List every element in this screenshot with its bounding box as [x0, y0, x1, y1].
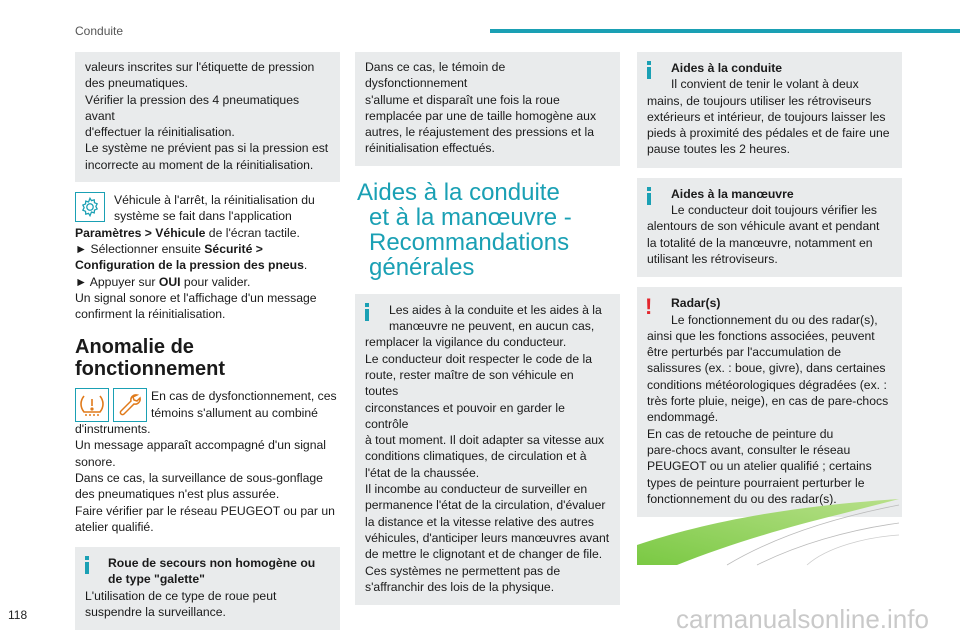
- info-line: la totalité de la manœuvre, notamment en: [647, 235, 873, 250]
- column-3: [637, 52, 902, 517]
- info-icon: [365, 303, 369, 321]
- info-icon: [647, 61, 651, 79]
- settings-line: système se fait dans l'application: [114, 209, 292, 224]
- running-header: Conduite: [75, 24, 124, 38]
- menu-path: Sécurité >: [204, 241, 263, 256]
- settings-line: Véhicule à l'arrêt, la réinitialisation du: [114, 193, 315, 208]
- box-line: Vérifier la pression des 4 pneumatiques avant: [85, 92, 300, 123]
- warning-line: Le fonctionnement du ou des radar(s),: [671, 312, 878, 327]
- info-line: véhicules, d'anticiper leurs manœuvres avant: [365, 530, 610, 545]
- anomalie-line: sonore.: [75, 454, 116, 469]
- step-text: pour valider.: [180, 274, 251, 289]
- info-line: circonstances et pouvoir en garder le contrôle: [365, 400, 565, 431]
- confirm-text: confirment la réinitialisation.: [75, 307, 226, 322]
- warning-line: conditions météorologiques dégradées (ex. :: [647, 377, 887, 392]
- info-line: Les aides à la conduite et les aides à la: [389, 302, 602, 317]
- info-icon: [647, 187, 651, 205]
- info-line: Il convient de tenir le volant à deux: [671, 77, 859, 92]
- warning-icon: !: [645, 294, 653, 320]
- box-line: des pneumatiques.: [85, 76, 188, 91]
- header-accent-bar: [490, 29, 960, 33]
- info-line: alentours de son véhicule avant et pendant: [647, 219, 880, 234]
- section-heading-aides: [357, 180, 620, 280]
- oui-label: OUI: [158, 274, 181, 289]
- step-text: ► Sélectionner ensuite: [75, 241, 205, 256]
- info-line: permanence l'état de la circulation, d'évaluer: [365, 498, 606, 513]
- anomalie-line: atelier qualifié.: [75, 519, 154, 534]
- anomalie-text: [75, 388, 340, 535]
- warning-line: très forte pluie, neige), en cas de pare-chocs: [647, 394, 889, 409]
- info-title: Roue de secours non homogène ou: [108, 556, 316, 571]
- warning-line: PEUGEOT ou un atelier qualifié ; certains: [647, 459, 872, 474]
- warning-line: types de peinture pourraient perturber le: [647, 475, 865, 490]
- gear-icon: [75, 192, 105, 222]
- warning-line: En cas de retouche de peinture du: [647, 426, 834, 441]
- info-line: utilisant les rétroviseurs.: [647, 251, 778, 266]
- info-title: Aides à la manœuvre: [671, 186, 794, 201]
- box-line: d'effectuer la réinitialisation.: [85, 125, 235, 140]
- info-line: route, rester maître de son véhicule en toutes: [365, 367, 574, 399]
- info-line: l'état de la chaussée.: [365, 465, 480, 480]
- info-line: pause toutes les 2 heures.: [647, 142, 790, 157]
- spare-wheel-info-box: [75, 547, 340, 630]
- box-line: Le système ne prévient pas si la pression est: [85, 141, 329, 156]
- box-line: réinitialisation effectués.: [365, 141, 495, 156]
- info-body: L'utilisation de ce type de roue peut: [85, 588, 277, 603]
- manoeuvre-aid-box: [637, 178, 902, 277]
- tpms-values-box: [75, 52, 340, 182]
- settings-path: Paramètres > Véhicule: [75, 225, 206, 240]
- settings-instructions: [75, 192, 340, 322]
- menu-path: Configuration de la pression des pneus: [75, 258, 304, 273]
- warning-title: Radar(s): [671, 296, 721, 311]
- box-line: remplacée par une de taille homogène aux: [365, 108, 597, 123]
- heading-line: générales: [369, 253, 475, 281]
- info-line: s'affranchir des lois de la physique.: [365, 579, 555, 594]
- info-line: conditions climatiques, de circulation et à: [365, 449, 587, 464]
- box-line: incorrecte au moment de la réinitialisation.: [85, 157, 314, 172]
- info-title: de type "galette": [108, 572, 205, 587]
- heading-line: fonctionnement: [75, 358, 225, 381]
- info-body: suspendre la surveillance.: [85, 605, 226, 620]
- anomalie-line: témoins s'allument au combiné: [151, 405, 318, 420]
- car-illustration: [637, 495, 902, 570]
- info-line: extérieurs et intérieur, de toujours laisser les: [647, 109, 886, 124]
- heading-line: Anomalie de: [75, 336, 194, 359]
- warning-line: pare-chocs avant, consulter le réseau: [647, 442, 851, 457]
- box-line: s'allume et disparaît une fois la roue: [365, 92, 560, 107]
- confirm-text: Un signal sonore et l'affichage d'un message: [75, 290, 317, 305]
- settings-tail: de l'écran tactile.: [205, 225, 300, 240]
- info-line: à tout moment. Il doit adapter sa vitesse aux: [365, 433, 605, 448]
- heading-line: Recommandations: [369, 228, 570, 256]
- anomalie-line: Un message apparaît accompagné d'un signal: [75, 438, 326, 453]
- box-line: Dans ce cas, le témoin de dysfonctionnement: [365, 60, 506, 91]
- info-line: de mettre le clignotant et de changer de file.: [365, 547, 603, 562]
- anomalie-line: Faire vérifier par le réseau PEUGEOT ou par un: [75, 503, 335, 518]
- info-line: Le conducteur doit respecter le code de la: [365, 351, 592, 366]
- anomalie-line: d'instruments.: [75, 422, 151, 437]
- page-number: 118: [8, 608, 28, 622]
- info-line: Le conducteur doit toujours vérifier les: [671, 203, 877, 218]
- heading-line: et à la manœuvre -: [369, 203, 572, 231]
- driving-aids-info-box: [355, 294, 620, 605]
- warning-line: endommagé.: [647, 410, 719, 425]
- info-line: remplacer la vigilance du conducteur.: [365, 335, 567, 350]
- anomalie-line: des pneumatiques n'est plus assurée.: [75, 487, 280, 502]
- anomalie-line: Dans ce cas, la surveillance de sous-gonflage: [75, 470, 323, 485]
- info-icon: [85, 556, 89, 574]
- wrench-icon: [113, 388, 147, 422]
- watermark: carmanualsonline.info: [676, 604, 929, 634]
- box-line: autres, le réajustement des pressions et la: [365, 125, 594, 140]
- heading-line: Aides à la conduite: [357, 178, 560, 206]
- section-heading-anomalie: [75, 336, 340, 380]
- info-title: Aides à la conduite: [671, 61, 783, 75]
- info-line: Il incombe au conducteur de surveiller en: [365, 482, 588, 497]
- info-line: manœuvre ne peuvent, en aucun cas,: [389, 319, 595, 334]
- warning-line: être perturbés par l'accumulation de: [647, 345, 842, 360]
- info-line: Ces systèmes ne permettent pas de: [365, 563, 561, 578]
- driving-aid-box: [637, 52, 902, 168]
- column-2: [355, 52, 620, 605]
- warning-line: fonctionnement du ou des radar(s).: [647, 491, 837, 506]
- info-line: pieds à proximité des pédales et de faire une: [647, 126, 890, 141]
- malfunction-box: [355, 52, 620, 166]
- box-line: valeurs inscrites sur l'étiquette de pression: [85, 60, 315, 74]
- tire-pressure-warning-icon: [75, 388, 109, 422]
- radar-warning-box: [637, 287, 902, 517]
- info-line: mains, de toujours utiliser les rétroviseurs: [647, 93, 872, 108]
- column-1: [75, 52, 340, 630]
- info-line: la distance et la vitesse relative des autres: [365, 514, 594, 529]
- step-text: .: [303, 258, 308, 273]
- step-text: ► Appuyer sur: [75, 274, 159, 289]
- anomalie-line: En cas de dysfonctionnement, ces: [151, 389, 337, 404]
- warning-line: ainsi que les fonctions associées, peuvent: [647, 328, 875, 343]
- warning-line: salissures (ex. : boue, givre), dans certaines: [647, 361, 886, 376]
